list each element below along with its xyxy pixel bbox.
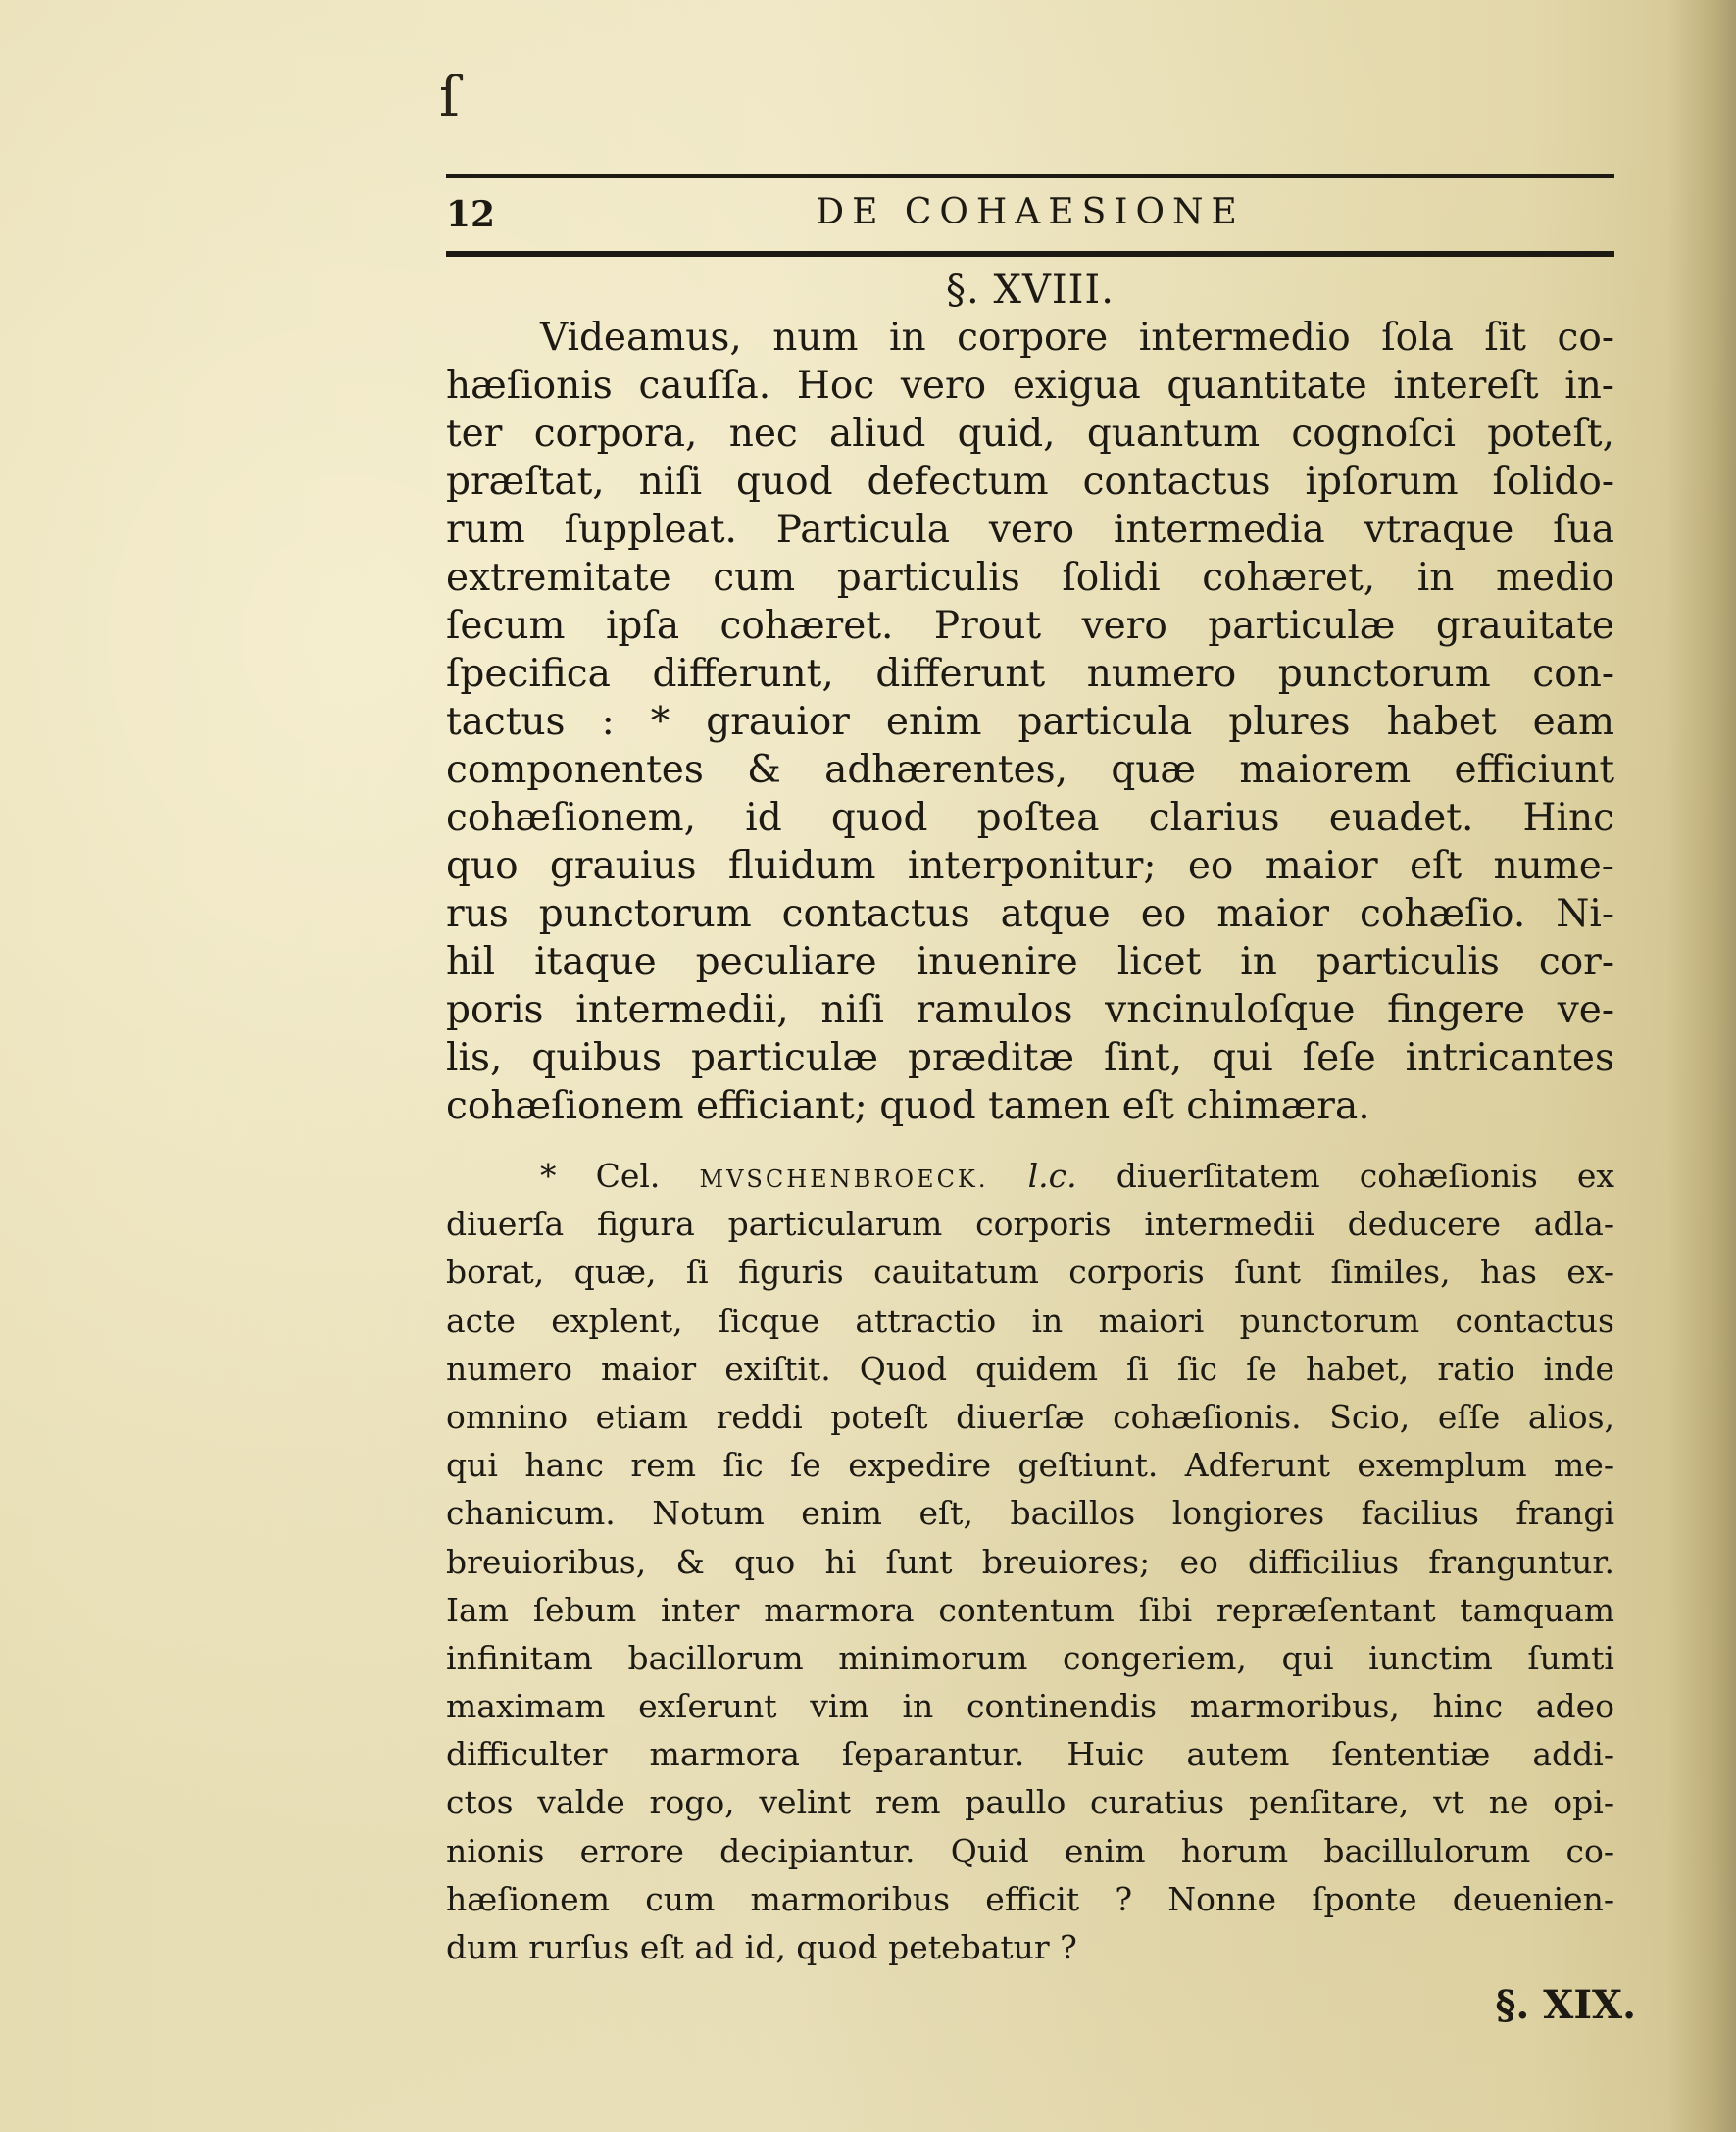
- running-head: DE COHAESIONE: [816, 192, 1245, 232]
- text-line: quo grauius fluidum interponitur; eo maior eſt nume-: [446, 844, 1614, 888]
- footnote-line: ctos valde rogo, velint rem paullo curatius penſitare, vt ne opi-: [446, 1783, 1614, 1822]
- text-line: rus punctorum contactus atque eo maior cohæſio. Ni-: [446, 892, 1614, 936]
- footnote-line: chanicum. Notum enim eſt, bacillos longiores facilius frangi: [446, 1494, 1614, 1533]
- footnote-author: MVSCHENBROECK.: [699, 1165, 989, 1193]
- footnote-line: diuerſa figura particularum corporis intermedii deducere adla-: [446, 1205, 1614, 1244]
- footnote-line: dum rurſus eſt ad id, quod petebatur ?: [446, 1928, 1077, 1966]
- text-line: ſpecifica differunt, differunt numero punctorum con-: [446, 652, 1614, 696]
- text-line: poris intermedii, niſi ramulos vncinuloſque fingere ve-: [446, 988, 1614, 1032]
- text-line: Videamus, num in corpore intermedio ſola ſit co-: [540, 316, 1614, 360]
- footnote-line: difficulter marmora ſeparantur. Huic autem ſententiæ addi-: [446, 1735, 1614, 1774]
- footnote-line: infinitam bacillorum minimorum congeriem, qui iunctim ſumti: [446, 1638, 1614, 1677]
- text-line: lis, quibus particulæ præditæ ſint, qui ſeſe intricantes: [446, 1036, 1614, 1080]
- text-line: cohæſionem, id quod poſtea clarius euadet. Hinc: [446, 796, 1614, 840]
- footnote-line: omnino etiam reddi poteſt diuerſæ cohæſionis. Scio, eſſe alios,: [446, 1397, 1614, 1436]
- footnote-line: borat, quæ, ſi figuris cauitatum corporis ſunt ſimiles, has ex-: [446, 1253, 1614, 1292]
- text-line: extremitate cum particulis ſolidi cohæret, in medio: [446, 556, 1614, 600]
- text-line: rum ſuppleat. Particula vero intermedia vtraque ſua: [446, 508, 1614, 552]
- text-line: componentes & adhærentes, quæ maiorem efficiunt: [446, 748, 1614, 792]
- text-line: præſtat, niſi quod defectum contactus ipſorum ſolido-: [446, 460, 1614, 504]
- section-title: §. XVIII.: [946, 268, 1115, 313]
- page-header: [446, 174, 1614, 257]
- page-number: 12: [446, 194, 496, 235]
- footnote-line: breuioribus, & quo hi ſunt breuiores; eo difficilius franguntur.: [446, 1542, 1614, 1581]
- footnote-first-line-text: diuerſitatem cohæſionis ex: [1116, 1157, 1615, 1195]
- footnote-line: acte explent, ſicque attractio in maiori punctorum contactus: [446, 1301, 1614, 1340]
- footnote-first-line: [446, 1152, 1614, 1200]
- text-line: ter corpora, nec aliud quid, quantum cognoſci poteſt,: [446, 412, 1614, 456]
- footnote-line: numero maior exiſtit. Quod quidem ſi ſic ſe habet, ratio inde: [446, 1349, 1614, 1388]
- catchword: §. XIX.: [1495, 1982, 1636, 2028]
- text-line: hil itaque peculiare inuenire licet in particulis cor-: [446, 940, 1614, 984]
- main-paragraph: [446, 314, 1614, 1130]
- text-line: tactus : * grauior enim particula plures habet eam: [446, 700, 1614, 744]
- gutter-shadow: [1667, 0, 1736, 2132]
- text-line: ſecum ipſa cohæret. Prout vero particulæ grauitate: [446, 604, 1614, 648]
- footnote-line: maximam exſerunt vim in continendis marmoribus, hinc adeo: [446, 1687, 1614, 1726]
- footnote-line: hæſionem cum marmoribus efficit ? Nonne ſponte deuenien-: [446, 1879, 1614, 1918]
- corner-mark: ſ: [439, 66, 460, 129]
- footnote-line: Iam ſebum inter marmora contentum ſibi repræſentant tamquam: [446, 1590, 1614, 1629]
- footnote-line: qui hanc rem ſic ſe expedire geſtiunt. Adferunt exemplum me-: [446, 1446, 1614, 1485]
- text-line: hæſionis cauſſa. Hoc vero exigua quantitate intereſt in-: [446, 364, 1614, 408]
- body-text: [446, 314, 1614, 1971]
- footnote-line: nionis errore decipiantur. Quid enim horum bacillulorum co-: [446, 1831, 1614, 1870]
- footnote-citation: l.c.: [1027, 1157, 1077, 1195]
- footnote: [446, 1152, 1614, 1971]
- footnote-marker: * Cel.: [540, 1157, 661, 1195]
- text-line: cohæſionem efficiant; quod tamen eſt chimæra.: [446, 1084, 1370, 1128]
